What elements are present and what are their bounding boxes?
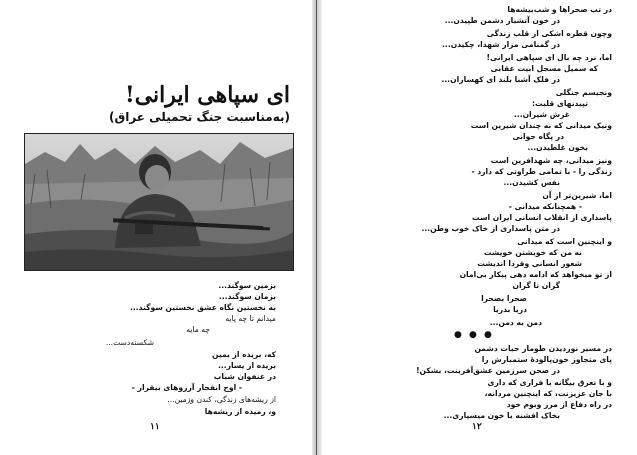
poem-line: با جان عزیزنت، که اینچنین مردانه، (484, 389, 612, 398)
poem-line: ونیز میدانی، چه شهدافرین است (490, 156, 612, 165)
poem-line: میدانم تا چه پایه (225, 314, 276, 323)
right-poem-text (322, 0, 622, 455)
poem-line: دریا بدریا (493, 305, 527, 314)
poem-line: در متن پاسداری از خاک خوب وطن... (421, 224, 560, 233)
poem-line: به نخستین نگاه عشق نخستین سوگند... (130, 303, 276, 312)
poem-line: بزمان سوگند... (218, 292, 276, 301)
poem-line: در فلک آشنا بلند ای کهساران... (441, 75, 560, 84)
poem-line: در صحن سرزمین عشق‌آفرینت، بشکن! (416, 366, 560, 375)
poem-line: نفس کشیدن... (503, 178, 560, 187)
poem-line: بخون غلطیدن... (527, 143, 588, 152)
poem-line: در عنفوان شباب (213, 372, 276, 381)
poem-line: در راه دفاع از مرز وبوم خود (506, 400, 612, 409)
poem-line: - اوج انفجار آرزوهای بیقرار - (131, 383, 242, 392)
poem-line: در تب صحراها و شب‌بیشه‌ها (507, 5, 612, 14)
poem-line: ونجیسم جنگلی (555, 88, 612, 97)
left-poem-text (0, 0, 312, 455)
poem-line: در مسیر نوردیدن طومار حیات دشمن (474, 344, 612, 353)
poem-line: و، رمیده از ریشه‌ها (204, 407, 276, 416)
poem-line: نه من که خویشتن خویشت (483, 248, 582, 257)
poem-line: اما، شیرین‌تر از آن (542, 191, 612, 200)
poem-line: - همچنانکه میدانی - (508, 202, 582, 211)
poem-line: چه مایه (186, 325, 210, 334)
poem-line: و اینچنین است که میدانی (517, 237, 612, 246)
poem-line: صحرا بصحرا (481, 294, 527, 303)
poem-line: در خون آتشبار دشمن طپیدن... (444, 16, 560, 25)
right-page (322, 0, 637, 455)
poem-line: پای متجاوز خون‌پالودهٔ ستمبارش را (481, 355, 612, 364)
poem-line: اما، نرد چه بال ای سپاهی ایرانی! (486, 53, 612, 62)
poem-line: وچون قطره اشکی از قلب زندگی (486, 29, 612, 38)
poem-line: گران تا گران (512, 281, 560, 290)
poem-line: در گمنامی مزار شهدا، چکیدن... (442, 40, 560, 49)
page-number-left: ۱۱ (150, 422, 160, 432)
book-gutter (312, 0, 322, 455)
poem-line: ونیک میدانی که نه چندان شیرین است (470, 121, 612, 130)
left-page (0, 0, 312, 455)
poem-line: و با تعرق بیگانه با فراری که داری (487, 378, 612, 387)
poem-title: ای سپاهی ایرانی! (125, 82, 290, 108)
section-divider: ● ● ● (454, 330, 494, 340)
poem-line: بریده از یسار... (217, 361, 276, 370)
poem-line: زندگی را - با تمامی طراوتی که دارد - (471, 167, 612, 176)
poem-line: پاسداری از انقلاب انسانی ایران است (472, 213, 612, 222)
page-number-right: ۱۲ (472, 422, 482, 432)
poem-line: غرش شیران... (513, 110, 570, 119)
poem-line: از ریشه‌های زندگی، کندن وزمین... (167, 395, 276, 404)
poem-line: در پگاه جوانی (512, 132, 564, 141)
poem-line: دمن به دمن... (489, 318, 542, 327)
poem-line: که، بریده از یمین (212, 350, 276, 359)
poem-line: بخاک افشنه با خون میسپاری... (443, 411, 560, 420)
poem-subtitle: (به‌مناسبت جنگ تحمیلی عراق) (109, 110, 290, 124)
poem-line: از تو میخواهد که ادامه دهی پیکار بی‌امان (459, 270, 612, 279)
poem-line: شکسته‌دست... (105, 338, 154, 347)
poem-line: شعور انسانی وفردا اندیشت (477, 259, 582, 268)
poem-line: بزمین سوگند... (218, 281, 276, 290)
poem-line: تپیدنهای قلبت: (531, 99, 588, 108)
gutter-line (316, 0, 317, 455)
poem-line: که سمیل مسجل ابیت عقابی (490, 64, 598, 73)
